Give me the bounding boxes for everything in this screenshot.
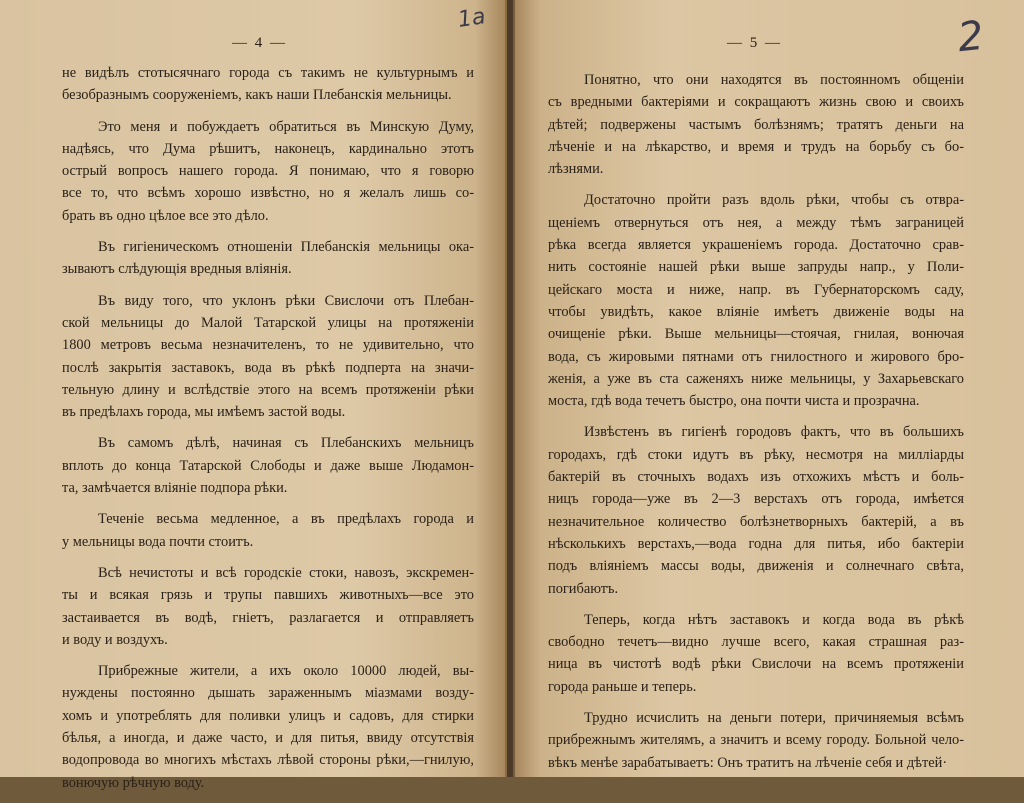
text-line: нуждены постоянно дышать зараженнымъ міазмами возду- <box>62 685 474 702</box>
paragraph <box>62 290 474 424</box>
text-line: Понятно, что они находятся въ постоянномъ общеніи <box>584 72 964 88</box>
text-line: щеніемъ отвернуться отъ нея, а между тѣмъ заграницей <box>548 214 964 231</box>
text-line: лѣченіе и на лѣкарство, и время и трудъ на борьбу съ бо- <box>548 138 964 155</box>
text-line: незначительное количество болѣзнетворныхъ бактерій, а въ <box>548 513 964 530</box>
text-line: бѣлья, а иногда, и даже часто, и для питья, ввиду отсутствія <box>62 730 474 747</box>
text-line: лѣзнями. <box>548 161 604 178</box>
text-line: въ предѣлахъ города, мы имѣемъ застой воды. <box>62 404 346 421</box>
text-line: 1800 метровъ весьма незначителенъ, то не удивительно, что <box>62 337 474 354</box>
text-line: моста, гдѣ вода течетъ быстро, она почти чиста и прозрачна. <box>548 393 920 410</box>
text-line: Въ виду того, что уклонъ рѣки Свислочи отъ Плебан- <box>98 292 474 309</box>
text-line: ской мельницы до Малой Татарской улицы на протяженіи <box>62 314 474 331</box>
text-line: Теченіе весьма медленное, а въ предѣлахъ города и <box>98 511 474 528</box>
text-line: нить состояніе нашей рѣки выше запруды напр., у Поли- <box>548 259 964 276</box>
paragraph <box>548 609 964 698</box>
right-page <box>513 0 1024 777</box>
text-line: дѣтей; подвержены частымъ болѣзнямъ; тратятъ деньги на <box>548 116 964 133</box>
text-line: чтобы увидѣть, какое вліяніе имѣетъ движеніе воды на <box>548 303 964 320</box>
left-page <box>0 0 507 791</box>
paragraph <box>62 116 474 227</box>
text-line: безобразнымъ сооруженіемъ, какъ наши Плебанскія мельницы. <box>62 87 452 104</box>
text-line: городахъ, гдѣ стоки идутъ въ рѣку, несмотря на милліарды <box>548 446 964 463</box>
text-line: женія, а уже въ ста саженяхъ ниже мельницы, у Захарьевскаго <box>548 370 964 387</box>
paragraph <box>62 508 474 553</box>
paragraph <box>62 660 474 794</box>
text-line: Въ самомъ дѣлѣ, начиная съ Плебанскихъ мельницъ <box>98 435 474 452</box>
paragraph <box>62 432 474 499</box>
text-line: прибрежнымъ жителямъ, а значитъ и всему городу. Больной чело- <box>548 732 964 749</box>
text-line: тельную длину и вслѣдствіе этого на всемъ протяженіи рѣки <box>62 381 474 398</box>
text-line: погибаютъ. <box>548 580 619 597</box>
text-line: города раньше и теперь. <box>548 678 697 695</box>
text-line: свободно течетъ—видно лучше всего, какая страшная раз- <box>548 634 964 651</box>
text-line: зываютъ слѣдующія вредныя вліянія. <box>62 261 292 278</box>
text-line: нѣсколькихъ верстахъ,—вода годна для питья, ибо бактеріи <box>548 535 964 552</box>
text-line: брать въ одно цѣлое все это дѣло. <box>62 207 269 224</box>
text-line: все то, что всѣмъ хорошо извѣстно, но я желалъ лишь со- <box>62 185 474 202</box>
paragraph <box>62 236 474 281</box>
text-line: Въ гигіеническомъ отношеніи Плебанскія мельницы ока- <box>98 239 474 256</box>
paragraph <box>62 62 474 107</box>
text-line: водопровода во многихъ мѣстахъ лѣвой стороны рѣки,—гнилую, <box>62 752 474 769</box>
text-line: вплоть до конца Татарской Слободы и даже выше Людамон- <box>62 457 474 474</box>
text-line: подъ вліяніемъ массы воды, движенія и солнечнаго свѣта, <box>548 558 964 575</box>
text-line: вода, съ жировыми пятнами отъ гнилостного и жирового бро- <box>548 348 964 365</box>
paragraph <box>62 562 474 651</box>
page-number: — 4 — <box>232 35 287 51</box>
text-line: послѣ закрытія заставокъ, вода въ рѣкѣ подперта на значи- <box>62 359 474 376</box>
paragraph <box>548 189 964 412</box>
text-line: съ вредными бактеріями и сокращаютъ жизнь свою и своихъ <box>548 94 964 111</box>
text-line: застаивается въ водѣ, гніетъ, разлагается и отправляетъ <box>62 609 474 626</box>
text-line: та, замѣчается вліяніе подпора рѣки. <box>62 480 288 497</box>
text-line: вонючую рѣчную воду. <box>62 774 205 791</box>
paragraph <box>548 69 964 180</box>
page-number: — 5 — <box>727 35 782 51</box>
text-line: Трудно исчислить на деньги потери, причиняемыя всѣмъ <box>584 710 964 727</box>
text-line: и воду и воздухъ. <box>62 631 168 648</box>
text-line: очищеніе рѣки. Выше мельницы—стоячая, гнилая, вонючая <box>548 326 964 343</box>
text-line: надѣясь, что Дума рѣшитъ, наконецъ, кардинально этотъ <box>62 140 474 157</box>
paragraph <box>548 421 964 599</box>
text-line: ницъ города—уже въ 2—3 верстахъ отъ города, имѣется <box>548 491 964 508</box>
paragraph <box>548 707 964 774</box>
text-line: вѣкъ менѣе зарабатываетъ: Онъ тратитъ на лѣченіе себя и дѣтей· <box>548 754 948 771</box>
text-line: ница въ чистотѣ водѣ рѣки Свислочи на всемъ протяженіи <box>548 656 964 673</box>
text-line: Теперь, когда нѣтъ заставокъ и когда вода въ рѣкѣ <box>584 611 964 628</box>
pencil-annotation: 2 <box>955 12 986 62</box>
text-line: у мельницы вода почти стоитъ. <box>62 533 254 550</box>
text-line: ты и всякая грязь и трупы павшихъ животныхъ—все это <box>62 587 474 604</box>
text-line: бактерій въ сточныхъ водахъ изъ отхожихъ мѣстъ и боль- <box>548 469 964 486</box>
text-line: Извѣстенъ въ гигіенѣ городовъ фактъ, что въ большихъ <box>584 424 964 441</box>
text-line: не видѣлъ стотысячнаго города съ такимъ не культурнымъ и <box>62 65 474 81</box>
text-line: Это меня и побуждаетъ обратиться въ Минскую Думу, <box>98 118 474 135</box>
page-body <box>62 62 474 803</box>
text-line: Достаточно пройти разъ вдоль рѣки, чтобы съ отвра- <box>584 192 964 209</box>
page-body <box>548 69 964 783</box>
text-line: острый вопросъ нашего города. Я понимаю, что я говорю <box>62 163 474 180</box>
text-line: рѣка всегда является украшеніемъ города. Достаточно срав- <box>548 237 964 254</box>
text-line: Прибрежные жители, а ихъ около 10000 людей, вы- <box>98 663 474 680</box>
text-line: цейскаго моста и ниже, напр. въ Губернаторскомъ саду, <box>548 281 964 298</box>
text-line: Всѣ нечистоты и всѣ городскіе стоки, навозъ, экскремен- <box>98 564 474 581</box>
pencil-annotation: 1a <box>456 4 488 33</box>
text-line: хомъ и употреблять для поливки улицъ и садовъ, для стирки <box>62 707 474 724</box>
